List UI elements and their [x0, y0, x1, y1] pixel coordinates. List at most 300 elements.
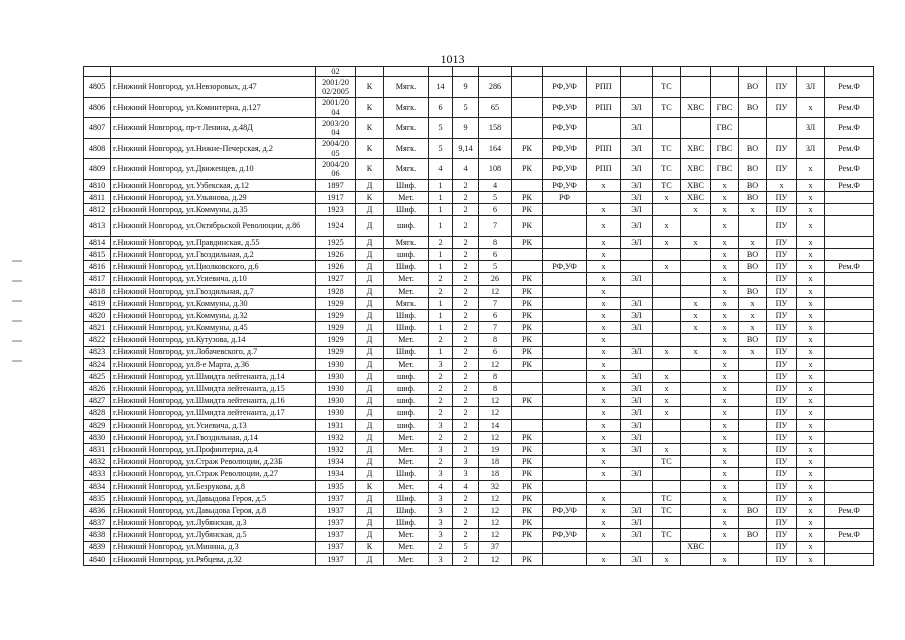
cell-rem-mark [825, 249, 874, 261]
cell-wall-material: Д [356, 309, 384, 321]
cell-build-year: 1937 [316, 517, 356, 529]
cell-pu-mark: ПУ [767, 77, 797, 98]
cell-rk-mark: РК [512, 456, 543, 468]
cell-rf-mark [543, 322, 587, 334]
cell-zl-mark: х [797, 236, 825, 248]
cell-rpp-mark: х [587, 216, 621, 237]
cell-rf-mark [543, 285, 587, 297]
cell-vo-mark [739, 456, 767, 468]
cell-rpp-mark: х [587, 517, 621, 529]
continuation-year: 02 [316, 67, 356, 77]
cell-row-number: 4818 [84, 285, 111, 297]
cell-zl-mark: х [797, 358, 825, 370]
cell-row-number: 4824 [84, 358, 111, 370]
table-row [84, 358, 874, 370]
cell-row-number: 4806 [84, 97, 111, 118]
cell-apartments: 5 [479, 191, 512, 203]
table-row [84, 273, 874, 285]
cell-rem-mark [825, 456, 874, 468]
cell-hvs-mark [681, 383, 711, 395]
cell-roof-type: Мягк. [384, 138, 429, 159]
cell-wall-material: Д [356, 419, 384, 431]
cell-hvs-mark [681, 492, 711, 504]
cell-row-number: 4828 [84, 407, 111, 419]
cell-hvs-mark [681, 370, 711, 382]
cell-rem-mark [825, 216, 874, 237]
cell-rf-mark [543, 334, 587, 346]
cell-apartments: 12 [479, 492, 512, 504]
table-row [84, 529, 874, 541]
cell-hvs-mark [681, 431, 711, 443]
table-row [84, 492, 874, 504]
cell-rpp-mark: х [587, 444, 621, 456]
cell-vo-mark: ВО [739, 529, 767, 541]
cell-roof-type: Мет. [384, 541, 429, 553]
cell-ts-mark: ТС [653, 138, 681, 159]
continuation-row [84, 67, 874, 77]
cell-entrances: 9,14 [453, 138, 479, 159]
cell-pu-mark: ПУ [767, 419, 797, 431]
cell-gvs-mark: ГВС [711, 97, 739, 118]
cell-ts-mark [653, 541, 681, 553]
cell-roof-type: шиф. [384, 419, 429, 431]
cell-rf-mark [543, 480, 587, 492]
cell-address: г.Нижний Новгород, ул.Гвоздильная, д.2 [111, 249, 316, 261]
housing-registry-table [83, 66, 874, 566]
cell-rk-mark: РК [512, 236, 543, 248]
cell-entrances: 2 [453, 444, 479, 456]
cell-ts-mark: х [653, 191, 681, 203]
cell-zl-mark: х [797, 297, 825, 309]
cell-floors: 5 [429, 118, 453, 139]
cell-zl-mark: х [797, 553, 825, 565]
cell-zl-mark: х [797, 480, 825, 492]
cell-rk-mark: РК [512, 395, 543, 407]
cell-entrances: 2 [453, 273, 479, 285]
cell-floors: 5 [429, 138, 453, 159]
cell-hvs-mark [681, 118, 711, 139]
cell-build-year: 1929 [316, 346, 356, 358]
cell-ts-mark [653, 118, 681, 139]
cell-vo-mark: ВО [739, 334, 767, 346]
cell-entrances: 9 [453, 77, 479, 98]
cell-vo-mark: х [739, 309, 767, 321]
cell-roof-type: Мягк. [384, 236, 429, 248]
cell-zl-mark: х [797, 492, 825, 504]
cell-vo-mark [739, 370, 767, 382]
cell-rf-mark [543, 358, 587, 370]
cell-floors: 2 [429, 273, 453, 285]
cell-address: г.Нижний Новгород, ул.Коммуны, д.30 [111, 297, 316, 309]
cell-pu-mark: ПУ [767, 358, 797, 370]
cell-floors: 2 [429, 431, 453, 443]
cell-rk-mark [512, 419, 543, 431]
cell-apartments: 18 [479, 468, 512, 480]
cell-build-year: 2001/20 04 [316, 97, 356, 118]
cell-entrances: 2 [453, 395, 479, 407]
cell-rk-mark [512, 261, 543, 273]
cell-rem-mark [825, 285, 874, 297]
cell-build-year: 1924 [316, 216, 356, 237]
table-row [84, 334, 874, 346]
cell-vo-mark: ВО [739, 504, 767, 516]
cell-build-year: 1937 [316, 492, 356, 504]
cell-wall-material: Д [356, 407, 384, 419]
cell-ts-mark: х [653, 407, 681, 419]
cell-apartments: 7 [479, 322, 512, 334]
cell-hvs-mark [681, 419, 711, 431]
cell-rpp-mark: х [587, 297, 621, 309]
cell-ts-mark: х [653, 383, 681, 395]
cell-rem-mark [825, 322, 874, 334]
cell-hvs-mark [681, 216, 711, 237]
cell-build-year: 1931 [316, 419, 356, 431]
cell-rf-mark: РФ,УФ [543, 159, 587, 180]
table-row [84, 191, 874, 203]
cell-pu-mark: х [767, 179, 797, 191]
cell-roof-type: Мет. [384, 553, 429, 565]
cell-ts-mark: х [653, 370, 681, 382]
cell-entrances: 5 [453, 541, 479, 553]
cell-rk-mark: РК [512, 431, 543, 443]
cell-apartments: 4 [479, 179, 512, 191]
cell-vo-mark [739, 358, 767, 370]
table-row [84, 370, 874, 382]
cell-entrances: 4 [453, 159, 479, 180]
cell-floors: 2 [429, 456, 453, 468]
cell-rk-mark: РК [512, 480, 543, 492]
table-row [84, 517, 874, 529]
cell-rem-mark [825, 553, 874, 565]
cell-wall-material: Д [356, 553, 384, 565]
cell-entrances: 2 [453, 334, 479, 346]
cell-row-number: 4823 [84, 346, 111, 358]
cell-pu-mark: ПУ [767, 297, 797, 309]
cell-entrances: 2 [453, 179, 479, 191]
cell-address: г.Нижний Новгород, ул.Рябцева, д.32 [111, 553, 316, 565]
cell-roof-type: шиф. [384, 216, 429, 237]
cell-address: г.Нижний Новгород, ул.Гвоздильная, д.14 [111, 431, 316, 443]
cell-row-number: 4817 [84, 273, 111, 285]
cell-floors: 1 [429, 346, 453, 358]
cell-rk-mark: РК [512, 138, 543, 159]
cell-rf-mark: РФ,УФ [543, 138, 587, 159]
cell-zl-mark: х [797, 191, 825, 203]
cell-rem-mark: Рем.Ф [825, 529, 874, 541]
cell-rk-mark [512, 383, 543, 395]
cell-pu-mark: ПУ [767, 480, 797, 492]
cell-build-year: 1927 [316, 273, 356, 285]
cell-pu-mark: ПУ [767, 191, 797, 203]
cell-address: г.Нижний Новгород, ул.Шмидта лейтенанта, д.17 [111, 407, 316, 419]
cell-entrances: 2 [453, 346, 479, 358]
cell-build-year: 1929 [316, 297, 356, 309]
cell-floors: 14 [429, 77, 453, 98]
cell-entrances: 2 [453, 504, 479, 516]
cell-rpp-mark: х [587, 395, 621, 407]
cell-apartments: 65 [479, 97, 512, 118]
cell-rf-mark [543, 383, 587, 395]
cell-hvs-mark: ХВС [681, 541, 711, 553]
cell-floors: 4 [429, 480, 453, 492]
cell-zl-mark: х [797, 517, 825, 529]
cell-ts-mark: ТС [653, 179, 681, 191]
cell-el-mark [621, 480, 653, 492]
cell-roof-type: Шиф. [384, 179, 429, 191]
cell-rpp-mark: х [587, 309, 621, 321]
cell-entrances: 2 [453, 407, 479, 419]
cell-hvs-mark: х [681, 236, 711, 248]
cell-roof-type: Мет. [384, 191, 429, 203]
cell-apartments: 12 [479, 529, 512, 541]
cell-hvs-mark [681, 358, 711, 370]
table-row [84, 236, 874, 248]
cell-ts-mark [653, 204, 681, 216]
cell-vo-mark: х [739, 236, 767, 248]
cell-pu-mark: ПУ [767, 261, 797, 273]
cell-hvs-mark [681, 444, 711, 456]
cell-rf-mark [543, 444, 587, 456]
cell-row-number: 4839 [84, 541, 111, 553]
cell-gvs-mark: х [711, 553, 739, 565]
cell-rk-mark [512, 407, 543, 419]
cell-build-year: 1930 [316, 407, 356, 419]
cell-el-mark: ЭЛ [621, 273, 653, 285]
cell-ts-mark: х [653, 346, 681, 358]
cell-build-year: 1937 [316, 553, 356, 565]
cell-roof-type: Мет. [384, 529, 429, 541]
cell-rpp-mark [587, 541, 621, 553]
cell-rpp-mark: х [587, 383, 621, 395]
cell-rem-mark [825, 309, 874, 321]
cell-row-number: 4819 [84, 297, 111, 309]
cell-pu-mark: ПУ [767, 468, 797, 480]
cell-zl-mark: х [797, 309, 825, 321]
cell-rem-mark [825, 334, 874, 346]
cell-rem-mark [825, 383, 874, 395]
cell-row-number: 4822 [84, 334, 111, 346]
cell-el-mark: ЭЛ [621, 216, 653, 237]
cell-hvs-mark [681, 334, 711, 346]
cell-hvs-mark: х [681, 309, 711, 321]
cell-row-number: 4820 [84, 309, 111, 321]
cell-vo-mark [739, 431, 767, 443]
cell-el-mark [621, 456, 653, 468]
cell-gvs-mark: х [711, 383, 739, 395]
cell-rf-mark: РФ,УФ [543, 118, 587, 139]
table-row [84, 383, 874, 395]
cell-entrances: 5 [453, 97, 479, 118]
cell-rf-mark [543, 517, 587, 529]
cell-el-mark: ЭЛ [621, 553, 653, 565]
cell-rem-mark [825, 492, 874, 504]
cell-rk-mark: РК [512, 285, 543, 297]
cell-apartments: 8 [479, 383, 512, 395]
cell-roof-type: шиф. [384, 249, 429, 261]
cell-wall-material: Д [356, 285, 384, 297]
cell-rem-mark [825, 370, 874, 382]
cell-el-mark: ЭЛ [621, 370, 653, 382]
cell-vo-mark [739, 216, 767, 237]
cell-zl-mark: х [797, 541, 825, 553]
cell-row-number: 4840 [84, 553, 111, 565]
table-row [84, 216, 874, 237]
cell-floors: 1 [429, 297, 453, 309]
cell-address: г.Нижний Новгород, ул.Шмидта лейтенанта, д.15 [111, 383, 316, 395]
cell-hvs-mark [681, 456, 711, 468]
cell-hvs-mark [681, 468, 711, 480]
cell-rf-mark [543, 395, 587, 407]
cell-pu-mark: ПУ [767, 216, 797, 237]
cell-rf-mark: РФ,УФ [543, 77, 587, 98]
cell-floors: 3 [429, 492, 453, 504]
table-row [84, 541, 874, 553]
cell-build-year: 1929 [316, 334, 356, 346]
cell-entrances: 2 [453, 322, 479, 334]
cell-pu-mark: ПУ [767, 383, 797, 395]
table-row [84, 297, 874, 309]
cell-ts-mark [653, 358, 681, 370]
cell-el-mark: ЭЛ [621, 468, 653, 480]
cell-pu-mark: ПУ [767, 322, 797, 334]
cell-vo-mark [739, 118, 767, 139]
cell-gvs-mark: х [711, 261, 739, 273]
cell-rpp-mark: х [587, 236, 621, 248]
cell-el-mark [621, 77, 653, 98]
cell-rem-mark [825, 517, 874, 529]
cell-rpp-mark: х [587, 334, 621, 346]
cell-wall-material: Д [356, 236, 384, 248]
cell-address: г.Нижний Новгород, пр-т Ленина, д.48Д [111, 118, 316, 139]
cell-zl-mark: х [797, 419, 825, 431]
cell-build-year: 1923 [316, 204, 356, 216]
registry-sheet [83, 66, 874, 566]
cell-rf-mark [543, 249, 587, 261]
cell-zl-mark: х [797, 285, 825, 297]
cell-gvs-mark: х [711, 370, 739, 382]
cell-wall-material: Д [356, 492, 384, 504]
cell-gvs-mark: х [711, 529, 739, 541]
cell-rf-mark [543, 204, 587, 216]
cell-row-number: 4813 [84, 216, 111, 237]
cell-floors: 2 [429, 541, 453, 553]
cell-gvs-mark: х [711, 492, 739, 504]
cell-gvs-mark: х [711, 216, 739, 237]
cell-build-year: 1937 [316, 541, 356, 553]
cell-ts-mark: ТС [653, 529, 681, 541]
cell-rem-mark [825, 204, 874, 216]
cell-vo-mark: ВО [739, 97, 767, 118]
cell-wall-material: Д [356, 468, 384, 480]
cell-rk-mark: РК [512, 309, 543, 321]
cell-vo-mark [739, 407, 767, 419]
cell-el-mark: ЭЛ [621, 431, 653, 443]
cell-rk-mark [512, 118, 543, 139]
cell-el-mark [621, 261, 653, 273]
cell-roof-type: Мет. [384, 273, 429, 285]
cell-hvs-mark [681, 529, 711, 541]
cell-rpp-mark [587, 191, 621, 203]
cell-pu-mark: ПУ [767, 204, 797, 216]
cell-address: г.Нижний Новгород, ул.Ульянова, д.29 [111, 191, 316, 203]
cell-entrances: 2 [453, 517, 479, 529]
cell-rf-mark: РФ,УФ [543, 529, 587, 541]
cell-pu-mark: ПУ [767, 395, 797, 407]
cell-vo-mark: ВО [739, 249, 767, 261]
table-row [84, 249, 874, 261]
cell-gvs-mark: ГВС [711, 159, 739, 180]
cell-rpp-mark: х [587, 179, 621, 191]
cell-vo-mark [739, 492, 767, 504]
cell-rpp-mark: х [587, 285, 621, 297]
cell-rem-mark: Рем.Ф [825, 138, 874, 159]
cell-pu-mark: ПУ [767, 97, 797, 118]
cell-rem-mark [825, 191, 874, 203]
cell-el-mark: ЭЛ [621, 504, 653, 516]
cell-rpp-mark: х [587, 407, 621, 419]
cell-zl-mark: х [797, 468, 825, 480]
table-row [84, 159, 874, 180]
cell-ts-mark: х [653, 216, 681, 237]
cell-row-number: 4808 [84, 138, 111, 159]
cell-rf-mark [543, 492, 587, 504]
cell-gvs-mark: х [711, 358, 739, 370]
cell-apartments: 12 [479, 431, 512, 443]
cell-pu-mark: ПУ [767, 444, 797, 456]
cell-floors: 1 [429, 309, 453, 321]
cell-hvs-mark [681, 77, 711, 98]
cell-rk-mark [512, 541, 543, 553]
cell-vo-mark [739, 480, 767, 492]
cell-el-mark: ЭЛ [621, 517, 653, 529]
cell-roof-type: Мет. [384, 334, 429, 346]
table-row [84, 395, 874, 407]
cell-hvs-mark [681, 407, 711, 419]
cell-zl-mark: х [797, 444, 825, 456]
table-row [84, 553, 874, 565]
cell-hvs-mark: х [681, 346, 711, 358]
cell-row-number: 4834 [84, 480, 111, 492]
cell-rpp-mark: х [587, 249, 621, 261]
cell-vo-mark [739, 468, 767, 480]
cell-el-mark: ЭЛ [621, 346, 653, 358]
cell-build-year: 1926 [316, 261, 356, 273]
cell-el-mark: ЭЛ [621, 118, 653, 139]
cell-vo-mark: ВО [739, 138, 767, 159]
cell-address: г.Нижний Новгород, ул.Страж Революции, д.23Б [111, 456, 316, 468]
cell-gvs-mark: х [711, 456, 739, 468]
cell-wall-material: Д [356, 261, 384, 273]
cell-vo-mark: ВО [739, 285, 767, 297]
cell-entrances: 2 [453, 204, 479, 216]
cell-roof-type: шиф. [384, 407, 429, 419]
cell-rf-mark [543, 216, 587, 237]
cell-build-year: 1930 [316, 395, 356, 407]
cell-rem-mark [825, 395, 874, 407]
cell-entrances: 2 [453, 191, 479, 203]
cell-vo-mark [739, 553, 767, 565]
cell-apartments: 7 [479, 216, 512, 237]
cell-pu-mark: ПУ [767, 431, 797, 443]
table-row [84, 77, 874, 98]
cell-hvs-mark: ХВС [681, 138, 711, 159]
cell-rk-mark: РК [512, 204, 543, 216]
cell-address: г.Нижний Новгород, ул.Страж Революции, д.27 [111, 468, 316, 480]
cell-wall-material: К [356, 541, 384, 553]
cell-hvs-mark [681, 395, 711, 407]
cell-el-mark [621, 334, 653, 346]
cell-el-mark: ЭЛ [621, 97, 653, 118]
